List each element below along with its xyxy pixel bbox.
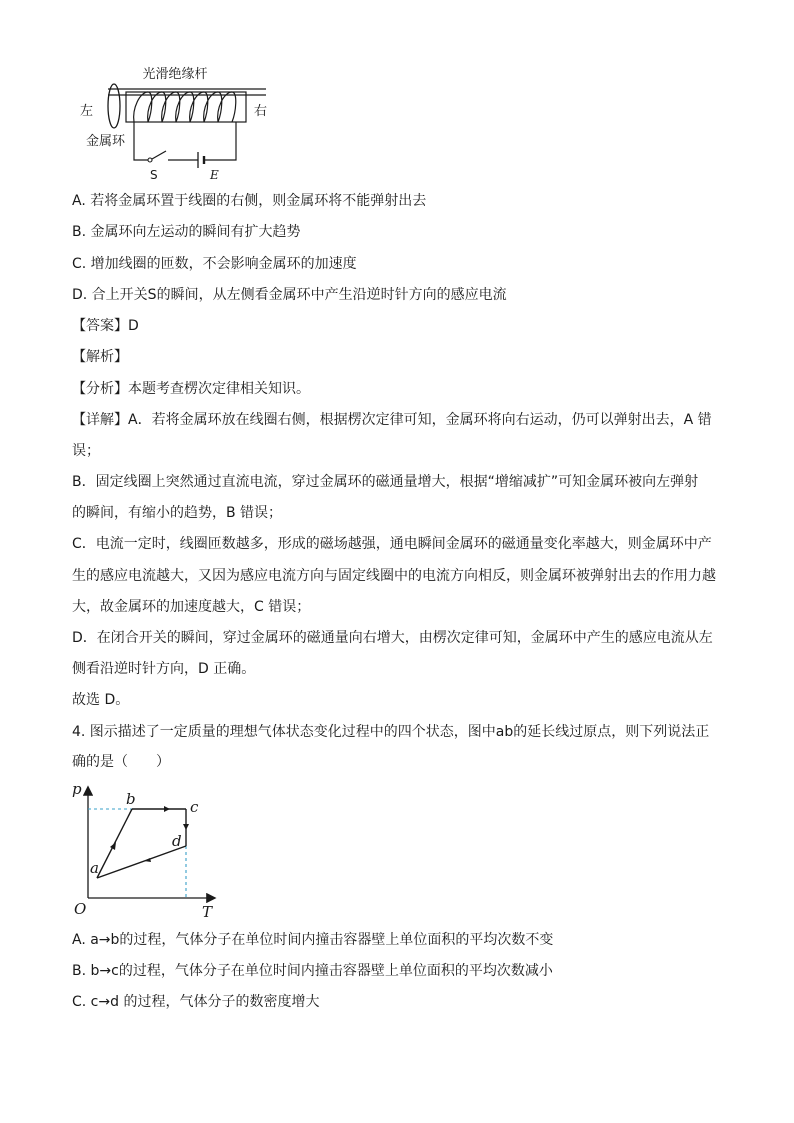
q3-option-b: B. 金属环向左运动的瞬间有扩大趋势	[72, 224, 301, 240]
q4-option-a: A. a→b的过程，气体分子在单位时间内撞击容器壁上单位面积的平均次数不变	[72, 932, 554, 948]
right-label: 右	[254, 104, 268, 119]
battery-label: E	[210, 168, 219, 182]
q3-detail-line: 【详解】A．若将金属环放在线圈右侧，根据楞次定律可知，金属环将向右运动，仍可以弹射出去，A 错	[72, 412, 712, 428]
switch-contact	[148, 158, 152, 162]
switch-label: S	[150, 168, 158, 182]
q3-detail-line: C．电流一定时，线圈匝数越多，形成的磁场越强，通电瞬间金属环的磁通量变化率越大，则金属环中产	[72, 536, 712, 552]
point-label-c: c	[190, 798, 199, 816]
q3-detail-line: B．固定线圈上突然通过直流电流，穿过金属环的磁通量增大，根据“增缩减扩”可知金属环被向左弹射	[72, 474, 699, 490]
q4-option-b: B. b→c的过程，气体分子在单位时间内撞击容器壁上单位面积的平均次数减小	[72, 963, 553, 979]
q3-option-c: C. 增加线圈的匝数，不会影响金属环的加速度	[72, 256, 357, 272]
q4-stem: 4. 图示描述了一定质量的理想气体状态变化过程中的四个状态，图中ab的延长线过原点，则下列说法正	[72, 724, 710, 740]
q3-answer: 【答案】D	[72, 318, 139, 334]
q3-analysis-title: 【解析】	[72, 349, 128, 365]
q3-option-a: A. 若将金属环置于线圈的右侧，则金属环将不能弹射出去	[72, 193, 427, 209]
coil-winding	[134, 92, 236, 122]
origin-label: O	[74, 900, 87, 918]
q3-analysis: 【分析】本题考查楞次定律相关知识。	[72, 381, 310, 397]
coil-ring-figure	[70, 58, 290, 183]
point-label-d: d	[172, 832, 182, 850]
y-axis-label: p	[72, 780, 82, 798]
point-label-b: b	[126, 790, 136, 808]
q3-conclusion: 故选 D。	[72, 692, 130, 708]
q3-detail-line: 的瞬间，有缩小的趋势，B 错误；	[72, 505, 283, 521]
switch-blade	[152, 151, 166, 159]
q4-stem: 确的是（ ）	[72, 754, 170, 770]
ring-label: 金属环	[86, 134, 126, 149]
q3-detail-line: D．在闭合开关的瞬间，穿过金属环的磁通量向右增大，由楞次定律可知，金属环中产生的感应电流从左	[72, 630, 713, 646]
q3-detail-line: 侧看沿逆时针方向，D 正确。	[72, 661, 256, 677]
coil-bobbin	[126, 92, 246, 122]
q3-option-d: D. 合上开关S的瞬间，从左侧看金属环中产生沿逆时针方向的感应电流	[72, 287, 507, 303]
x-axis-label: T	[202, 903, 213, 920]
q3-detail-line: 大，故金属环的加速度越大，C 错误；	[72, 599, 311, 615]
q4-option-c: C. c→d 的过程，气体分子的数密度增大	[72, 994, 320, 1010]
rod-label: 光滑绝缘杆	[142, 67, 208, 82]
point-label-a: a	[90, 859, 99, 877]
q3-detail-line: 生的感应电流越大，又因为感应电流方向与固定线圈中的电流方向相反，则金属环被弹射出去的作用力越	[72, 568, 716, 584]
left-label: 左	[80, 104, 94, 119]
metal-ring	[108, 84, 120, 128]
q3-detail-line: 误；	[72, 443, 100, 459]
p-t-graph	[66, 780, 226, 920]
